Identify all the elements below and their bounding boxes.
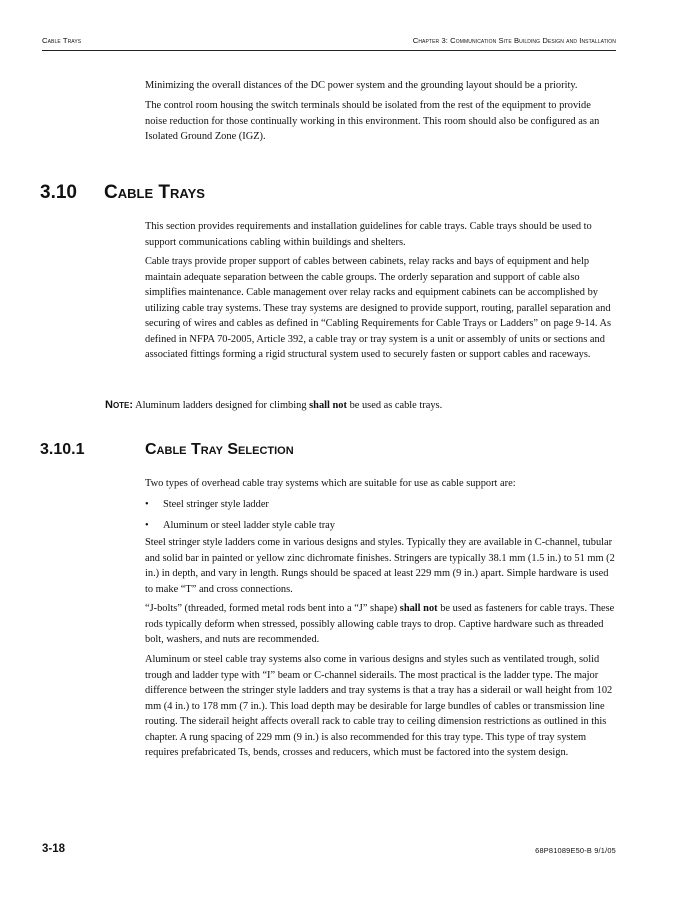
section-title: Cable Trays <box>104 182 205 203</box>
subsection-number: 3.10.1 <box>40 441 85 458</box>
section-heading <box>40 181 205 205</box>
list-item <box>145 518 615 534</box>
note-text-start: Aluminum ladders designed for climbing <box>135 400 307 411</box>
section-paragraph-1: This section provides requirements and installation guidelines for cable trays. Cable trays should be used to support communications cabling within buildings and shelters. <box>145 221 592 248</box>
note-text-end: be used as cable trays. <box>349 400 443 411</box>
note-block <box>105 398 625 414</box>
subsection-title: Cable Tray Selection <box>145 441 294 458</box>
intro-paragraph-1: Minimizing the overall distances of the DC power system and the grounding layout should be a priority. <box>145 80 578 91</box>
section-paragraph-2: Cable trays provide proper support of cables between cabinets, relay racks and bays of equipment and help maintain adequate separation between the cable groups. The orderly separation and support of cable also simplifies maintenance. Cable management over relay racks and equipment cabinets can be accomplished by utilizing cable tray systems. These tray systems are designed to provide support, routing, parallel separation and securing of wires and cables as defined in “Cabling Requirements for Cable Trays or Ladders” on page 9-14. As defined in NFPA 70-2005, Article 392, a cable tray or tray system is a unit or assembly of units or sections and associated fittings forming a rigid structural system used to securely fasten or support cables and raceways. <box>145 256 612 360</box>
note-label: Note: <box>105 399 134 411</box>
subsection-intro: Two types of overhead cable tray systems which are suitable for use as cable support are: <box>145 478 516 489</box>
page-number: 3-18 <box>42 843 66 855</box>
note-emphasis: shall not <box>309 400 347 411</box>
bullet-marker: • <box>145 519 149 531</box>
subsection-heading <box>40 439 294 461</box>
jbolt-emphasis: shall not <box>399 603 438 614</box>
bullet-marker: • <box>145 499 149 510</box>
header-rule <box>42 50 616 51</box>
header-chapter-title: Chapter 3: Communication Site Building Design and Installation <box>412 36 616 45</box>
list-item-text: Steel stringer style ladder <box>163 499 269 510</box>
subsection-paragraph-2 <box>145 601 615 648</box>
document-id: 68P81089E50-B 9/1/05 <box>535 846 616 855</box>
intro-paragraph-2: The control room housing the switch terminals should be isolated from the rest of the equipment to provide noise reduction for those continually working in this environment. This room should also be configured as an Isolated Ground Zone (IGZ). <box>145 100 600 142</box>
running-header <box>42 36 616 50</box>
header-section-title: Cable Trays <box>42 36 82 45</box>
bullet-list <box>145 497 615 538</box>
list-item <box>145 497 615 513</box>
subsection-paragraph-3: Aluminum or steel cable tray systems also come in various designs and styles such as ventilated trough, solid trough and ladder type with “I” beam or C-channel siderails. The most practical is the ladder type. The major difference between the stringer style ladders and tray systems is that a tray has a siderail or wall height from 102 mm (4 in.) to 178 mm (7 in.). This load depth may be desirable for large bundles of cables or transmission line routing. The siderail height affects overall rack to cable tray to ceiling dimension restrictions as outlined in this chapter. A rung spacing of 229 mm (9 in.) is also recommended for this tray type. This type of tray system requires prefabricated Ts, bends, crosses and reducers, which must be factored into the system design. <box>145 654 613 758</box>
section-number: 3.10 <box>40 182 77 203</box>
subsection-paragraph-1: Steel stringer style ladders come in various designs and styles. Typically they are available in C-channel, tubular and solid bar in painted or yellow zinc dichromate finishes. Stringers are typically 38.1 mm (1.5 in.) to 51 mm (2 in.) in depth, and vary in length. Rungs should be spaced at least 229 mm (9 in.) apart. Simple hardware is used to make “T” and cross connections. <box>145 537 615 595</box>
list-item-text: Aluminum or steel ladder style cable tray <box>163 519 335 531</box>
jbolt-text-start: “J-bolts” (threaded, formed metal rods bent into a “J” shape) <box>145 603 398 614</box>
jbolt-text-end: be used as fasteners for cable trays. These rods typically deform when stressed, possibly allowing cable trays to drop. Captive hardware such as threaded bolt, washers, and nuts are recommended. <box>145 603 615 645</box>
